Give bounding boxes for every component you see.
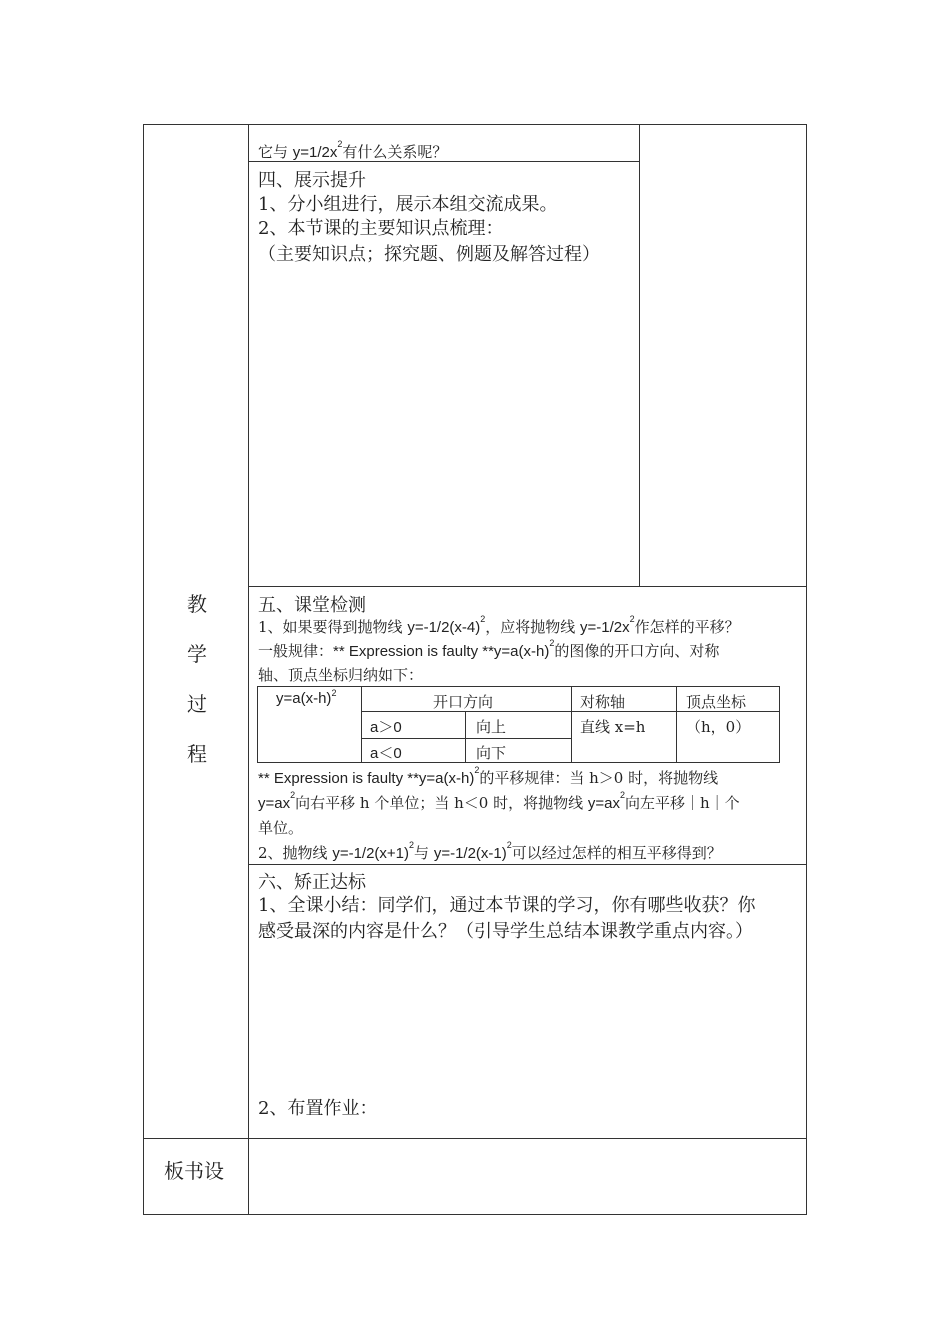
sec5-question2: 2、抛物线 $y=-1/2(x+1)^2$与 $y=-1/2(x-1)^2$可以经过怎样的相互平移得到？ bbox=[258, 840, 722, 862]
sec5-shift-rule-line2: $y=ax^2$向右平移 h 个单位；当 h＜0 时，将抛物线 $y=ax^2$向左平移｜h｜个 bbox=[258, 790, 740, 812]
tbl-bottom bbox=[257, 762, 780, 763]
sec6-item2: 2、布置作业： bbox=[258, 1098, 378, 1119]
tbl-header-vertex: 顶点坐标 bbox=[686, 693, 747, 711]
board-label: 板书设 bbox=[164, 1159, 224, 1183]
tbl-vertex-value: （h，0） bbox=[686, 718, 751, 736]
frame-top bbox=[143, 124, 807, 125]
row-divider-sec6 bbox=[248, 864, 806, 865]
tbl-r2-cond: a＜0 bbox=[370, 745, 402, 762]
tbl-col3 bbox=[571, 686, 572, 763]
tbl-top bbox=[257, 686, 780, 687]
sec5-rule: 一般规律：** Expression is faulty $**y=a(x-h)^2$的图像的开口方向、对称 bbox=[258, 638, 720, 660]
side-label-char-3: 过 bbox=[187, 692, 207, 716]
tbl-col1 bbox=[361, 686, 362, 763]
side-label-char-4: 程 bbox=[187, 742, 207, 766]
frame-left bbox=[143, 124, 144, 1215]
tbl-row2 bbox=[361, 738, 571, 739]
sec4-heading: 四、展示提升 bbox=[258, 170, 366, 191]
tbl-header-axis: 对称轴 bbox=[580, 693, 626, 711]
sec3-line: 它与 $y=1/2x^2$有什么关系呢？ bbox=[258, 139, 448, 161]
side-label-char-2: 学 bbox=[187, 642, 207, 666]
frame-bottom bbox=[143, 1214, 807, 1215]
row-divider-board bbox=[143, 1138, 807, 1139]
sec6-item1-line2: 感受最深的内容是什么？（引导学生总结本课教学重点内容。） bbox=[258, 921, 753, 942]
sec4-item2: 2、本节课的主要知识点梳理： bbox=[258, 218, 504, 239]
tbl-right bbox=[779, 686, 780, 763]
tbl-r2-dir: 向下 bbox=[476, 744, 507, 762]
frame-right bbox=[806, 124, 807, 1215]
sec6-item1-line1: 1、全课小结：同学们，通过本节课的学习，你有哪些收获？你 bbox=[258, 895, 756, 916]
row-divider-sec5 bbox=[248, 586, 806, 587]
sec4-note: （主要知识点；探究题、例题及解答过程） bbox=[258, 244, 600, 265]
sec4-item1: 1、分小组进行，展示本组交流成果。 bbox=[258, 194, 558, 215]
tbl-col2 bbox=[465, 711, 466, 763]
tbl-axis-value: 直线 x=h bbox=[580, 718, 646, 736]
tbl-header-expr: $y=a(x-h)^2$ bbox=[276, 688, 337, 707]
sec5-shift-rule-line3: 单位。 bbox=[258, 819, 304, 837]
col-divider bbox=[248, 124, 249, 1215]
tbl-r1-cond: a＞0 bbox=[370, 719, 402, 736]
tbl-col4 bbox=[676, 686, 677, 763]
sec5-shift-rule: ** Expression is faulty $**y=a(x-h)^2$的平移规律：当 h＞0 时，将抛物线 bbox=[258, 765, 719, 787]
side-label-char-1: 教 bbox=[187, 592, 207, 616]
sec6-heading: 六、矫正达标 bbox=[258, 872, 366, 893]
tbl-left bbox=[257, 686, 258, 763]
sec5-rule-line2: 轴、顶点坐标归纳如下： bbox=[258, 666, 424, 684]
sec5-heading: 五、课堂检测 bbox=[258, 595, 366, 616]
sec5-question1: 1、如果要得到抛物线 $y=-1/2(x-4)^2$，应将抛物线 $y=-1/2x^2$作怎样的平移？ bbox=[258, 614, 740, 636]
tbl-header-open: 开口方向 bbox=[433, 693, 494, 711]
right-col-divider bbox=[639, 124, 640, 586]
tbl-r1-dir: 向上 bbox=[476, 718, 507, 736]
